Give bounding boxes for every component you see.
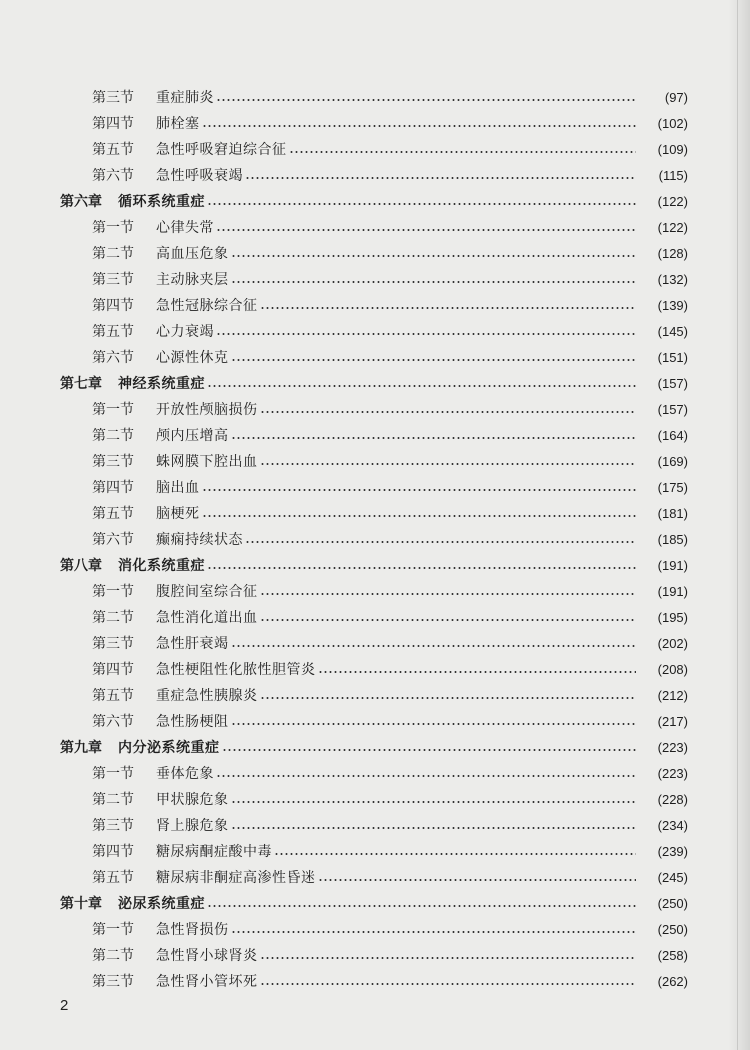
- dot-leader: [216, 333, 636, 335]
- page-reference: (185): [657, 531, 688, 547]
- chapter-number: 第七章: [60, 376, 102, 392]
- section-number: 第六节: [92, 714, 134, 730]
- section-title: 糖尿病酮症酸中毒: [156, 844, 272, 860]
- section-number: 第一节: [92, 402, 134, 418]
- section-title: 肾上腺危象: [156, 818, 229, 834]
- page-reference: (208): [657, 661, 688, 677]
- section-number: 第四节: [92, 298, 134, 314]
- section-title: 急性肾损伤: [156, 922, 229, 938]
- dot-leader: [231, 645, 637, 647]
- dot-leader: [207, 203, 636, 205]
- section-title: 急性冠脉综合征: [156, 298, 258, 314]
- section-title: 主动脉夹层: [156, 272, 229, 288]
- page-reference: (202): [657, 635, 688, 651]
- dot-leader: [245, 177, 636, 179]
- section-number: 第五节: [92, 324, 134, 340]
- toc-section-row: [0, 214, 750, 240]
- toc-section-row: [0, 500, 750, 526]
- dot-leader: [260, 983, 637, 985]
- dot-leader: [231, 255, 637, 257]
- dot-leader: [260, 411, 637, 413]
- dot-leader: [231, 359, 637, 361]
- chapter-number: 第六章: [60, 194, 102, 210]
- section-number: 第四节: [92, 662, 134, 678]
- page-reference: (145): [657, 323, 688, 339]
- section-title: 腹腔间室综合征: [156, 584, 258, 600]
- dot-leader: [318, 671, 637, 673]
- section-title: 高血压危象: [156, 246, 229, 262]
- dot-leader: [260, 307, 637, 309]
- section-title: 肺栓塞: [156, 116, 200, 132]
- dot-leader: [231, 801, 637, 803]
- toc-chapter-row: [0, 552, 750, 578]
- dot-leader: [318, 879, 637, 881]
- page-reference: (169): [657, 453, 688, 469]
- toc-section-row: [0, 630, 750, 656]
- dot-leader: [222, 749, 637, 751]
- dot-leader: [260, 593, 637, 595]
- section-number: 第二节: [92, 246, 134, 262]
- page-reference: (217): [657, 713, 688, 729]
- section-title: 心律失常: [156, 220, 214, 236]
- dot-leader: [216, 229, 636, 231]
- toc-section-row: [0, 422, 750, 448]
- section-title: 心源性休克: [156, 350, 229, 366]
- dot-leader: [216, 99, 636, 101]
- page-reference: (250): [657, 921, 688, 937]
- page-reference: (191): [657, 557, 688, 573]
- page-reference: (258): [657, 947, 688, 963]
- dot-leader: [289, 151, 637, 153]
- toc-section-row: [0, 526, 750, 552]
- section-number: 第六节: [92, 168, 134, 184]
- toc-section-row: [0, 838, 750, 864]
- toc-section-row: [0, 812, 750, 838]
- page-reference: (245): [657, 869, 688, 885]
- toc-section-row: [0, 110, 750, 136]
- toc-chapter-row: [0, 370, 750, 396]
- section-title: 重症肺炎: [156, 90, 214, 106]
- page-reference: (234): [657, 817, 688, 833]
- section-number: 第四节: [92, 116, 134, 132]
- section-title: 急性肝衰竭: [156, 636, 229, 652]
- toc-chapter-row: [0, 188, 750, 214]
- page-reference: (109): [657, 141, 688, 157]
- chapter-title: 神经系统重症: [118, 376, 205, 392]
- page-reference: (191): [657, 583, 688, 599]
- dot-leader: [216, 775, 636, 777]
- toc-section-row: [0, 682, 750, 708]
- dot-leader: [202, 489, 637, 491]
- page-reference: (195): [657, 609, 688, 625]
- section-title: 心力衰竭: [156, 324, 214, 340]
- toc-section-row: [0, 162, 750, 188]
- page-reference: (228): [657, 791, 688, 807]
- section-title: 急性肠梗阻: [156, 714, 229, 730]
- toc-section-row: [0, 760, 750, 786]
- toc-section-row: [0, 968, 750, 994]
- toc-section-row: [0, 942, 750, 968]
- section-number: 第六节: [92, 532, 134, 548]
- section-number: 第五节: [92, 870, 134, 886]
- toc-section-row: [0, 708, 750, 734]
- dot-leader: [260, 463, 637, 465]
- section-title: 急性肾小管坏死: [156, 974, 258, 990]
- page-reference: (239): [657, 843, 688, 859]
- dot-leader: [231, 931, 637, 933]
- section-title: 急性呼吸衰竭: [156, 168, 243, 184]
- toc-section-row: [0, 240, 750, 266]
- page-reference: (212): [657, 687, 688, 703]
- dot-leader: [231, 437, 637, 439]
- page-reference: (157): [657, 375, 688, 391]
- section-title: 开放性颅脑损伤: [156, 402, 258, 418]
- section-number: 第三节: [92, 818, 134, 834]
- section-title: 重症急性胰腺炎: [156, 688, 258, 704]
- page-reference: (151): [657, 349, 688, 365]
- toc-chapter-row: [0, 734, 750, 760]
- chapter-title: 消化系统重症: [118, 558, 205, 574]
- section-title: 甲状腺危象: [156, 792, 229, 808]
- page-reference: (139): [657, 297, 688, 313]
- page-reference: (115): [658, 167, 688, 183]
- section-number: 第二节: [92, 428, 134, 444]
- section-title: 糖尿病非酮症高渗性昏迷: [156, 870, 316, 886]
- dot-leader: [202, 125, 637, 127]
- section-number: 第一节: [92, 766, 134, 782]
- section-number: 第三节: [92, 636, 134, 652]
- section-number: 第二节: [92, 792, 134, 808]
- page-reference: (164): [657, 427, 688, 443]
- section-title: 垂体危象: [156, 766, 214, 782]
- section-number: 第三节: [92, 974, 134, 990]
- toc-section-row: [0, 344, 750, 370]
- page-reference: (175): [657, 479, 688, 495]
- page-reference: (97): [664, 89, 688, 105]
- page-reference: (181): [657, 505, 688, 521]
- section-title: 脑出血: [156, 480, 200, 496]
- section-number: 第五节: [92, 142, 134, 158]
- section-title: 急性梗阻性化脓性胆管炎: [156, 662, 316, 678]
- section-number: 第二节: [92, 610, 134, 626]
- toc-section-row: [0, 864, 750, 890]
- chapter-number: 第九章: [60, 740, 102, 756]
- toc-section-row: [0, 916, 750, 942]
- page-reference: (262): [657, 973, 688, 989]
- dot-leader: [260, 957, 637, 959]
- toc-section-row: [0, 786, 750, 812]
- section-number: 第五节: [92, 688, 134, 704]
- page-reference: (128): [657, 245, 688, 261]
- section-number: 第四节: [92, 480, 134, 496]
- toc-section-row: [0, 578, 750, 604]
- section-title: 急性消化道出血: [156, 610, 258, 626]
- section-title: 急性呼吸窘迫综合征: [156, 142, 287, 158]
- chapter-title: 内分泌系统重症: [118, 740, 220, 756]
- section-number: 第六节: [92, 350, 134, 366]
- toc-section-row: [0, 266, 750, 292]
- chapter-number: 第十章: [60, 896, 102, 912]
- section-number: 第一节: [92, 220, 134, 236]
- section-number: 第三节: [92, 90, 134, 106]
- section-title: 急性肾小球肾炎: [156, 948, 258, 964]
- dot-leader: [260, 619, 637, 621]
- page-number: 2: [60, 997, 69, 1014]
- dot-leader: [207, 385, 636, 387]
- section-number: 第三节: [92, 454, 134, 470]
- toc-chapter-row: [0, 890, 750, 916]
- dot-leader: [260, 697, 637, 699]
- section-number: 第五节: [92, 506, 134, 522]
- section-number: 第一节: [92, 922, 134, 938]
- page-reference: (122): [657, 219, 688, 235]
- page-reference: (102): [657, 115, 688, 131]
- section-number: 第二节: [92, 948, 134, 964]
- page-reference: (223): [657, 739, 688, 755]
- dot-leader: [274, 853, 636, 855]
- chapter-number: 第八章: [60, 558, 102, 574]
- section-title: 癫痫持续状态: [156, 532, 243, 548]
- dot-leader: [202, 515, 637, 517]
- toc-section-row: [0, 136, 750, 162]
- page-reference: (132): [657, 271, 688, 287]
- chapter-title: 泌尿系统重症: [118, 896, 205, 912]
- page-reference: (157): [657, 401, 688, 417]
- table-of-contents: [0, 84, 750, 994]
- toc-section-row: [0, 448, 750, 474]
- section-title: 蛛网膜下腔出血: [156, 454, 258, 470]
- toc-section-row: [0, 84, 750, 110]
- toc-section-row: [0, 474, 750, 500]
- toc-section-row: [0, 604, 750, 630]
- toc-section-row: [0, 396, 750, 422]
- toc-section-row: [0, 318, 750, 344]
- section-number: 第三节: [92, 272, 134, 288]
- dot-leader: [231, 723, 637, 725]
- chapter-title: 循环系统重症: [118, 194, 205, 210]
- dot-leader: [207, 905, 636, 907]
- dot-leader: [231, 281, 637, 283]
- page-reference: (250): [657, 895, 688, 911]
- section-title: 脑梗死: [156, 506, 200, 522]
- section-number: 第四节: [92, 844, 134, 860]
- dot-leader: [231, 827, 637, 829]
- toc-section-row: [0, 292, 750, 318]
- section-number: 第一节: [92, 584, 134, 600]
- dot-leader: [207, 567, 636, 569]
- toc-section-row: [0, 656, 750, 682]
- dot-leader: [245, 541, 636, 543]
- page-reference: (122): [657, 193, 688, 209]
- page-reference: (223): [657, 765, 688, 781]
- section-title: 颅内压增高: [156, 428, 229, 444]
